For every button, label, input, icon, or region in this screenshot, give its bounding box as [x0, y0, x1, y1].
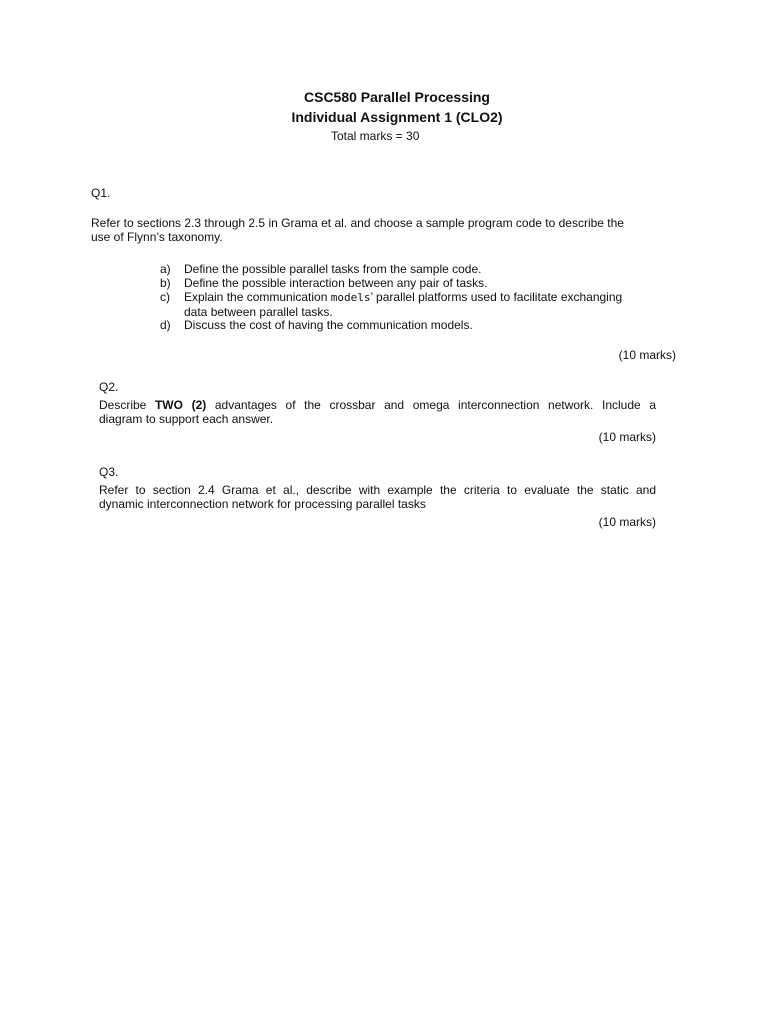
question-3-label: Q3.	[99, 465, 119, 479]
question-3-line1: Refer to section 2.4 Grama et al., describe with example the criteria to evaluate the static and	[99, 483, 656, 497]
list-item-letter: c)	[160, 290, 170, 304]
question-3-line2: dynamic interconnection network for processing parallel tasks	[99, 497, 426, 511]
document-title: CSC580 Parallel Processing	[304, 89, 490, 105]
list-item-text: Define the possible interaction between any pair of tasks.	[184, 276, 488, 290]
list-item-text: Discuss the cost of having the communication models.	[184, 318, 473, 332]
list-item-letter: d)	[160, 318, 171, 332]
question-3-marks: (10 marks)	[598, 515, 656, 529]
list-item-text	[184, 290, 660, 319]
question-3-body	[99, 483, 656, 511]
assignment-subtitle: Individual Assignment 1 (CLO2)	[291, 109, 503, 125]
list-item-text-mono: models	[330, 291, 371, 304]
list-item-letter: a)	[160, 262, 171, 276]
question-2-line1	[99, 398, 656, 412]
list-item-text-post: ’ parallel platforms used to facilitate exchanging	[370, 290, 623, 304]
question-1-marks: (10 marks)	[618, 348, 676, 362]
list-item-letter: b)	[160, 276, 171, 290]
question-1-intro	[91, 216, 671, 244]
total-marks: Total marks = 30	[331, 129, 420, 143]
list-item-text: Define the possible parallel tasks from the sample code.	[184, 262, 482, 276]
question-1-intro-line2: use of Flynn’s taxonomy.	[91, 230, 223, 244]
question-1-label: Q1.	[91, 186, 111, 200]
list-item-text-line2: data between parallel tasks.	[184, 305, 333, 319]
question-2-label: Q2.	[99, 380, 119, 394]
list-item-text-pre: Explain the communication	[184, 290, 331, 304]
question-2-body	[99, 398, 656, 426]
question-2-text-pre: Describe	[99, 398, 155, 412]
question-2-text-post: advantages of the crossbar and omega interconnection network. Include a	[206, 398, 656, 412]
question-1-intro-line1: Refer to sections 2.3 through 2.5 in Grama et al. and choose a sample program code to describe the	[91, 216, 624, 230]
question-2-text-bold: TWO (2)	[154, 398, 207, 412]
question-2-marks: (10 marks)	[598, 430, 656, 444]
question-2-line2: diagram to support each answer.	[99, 412, 274, 426]
